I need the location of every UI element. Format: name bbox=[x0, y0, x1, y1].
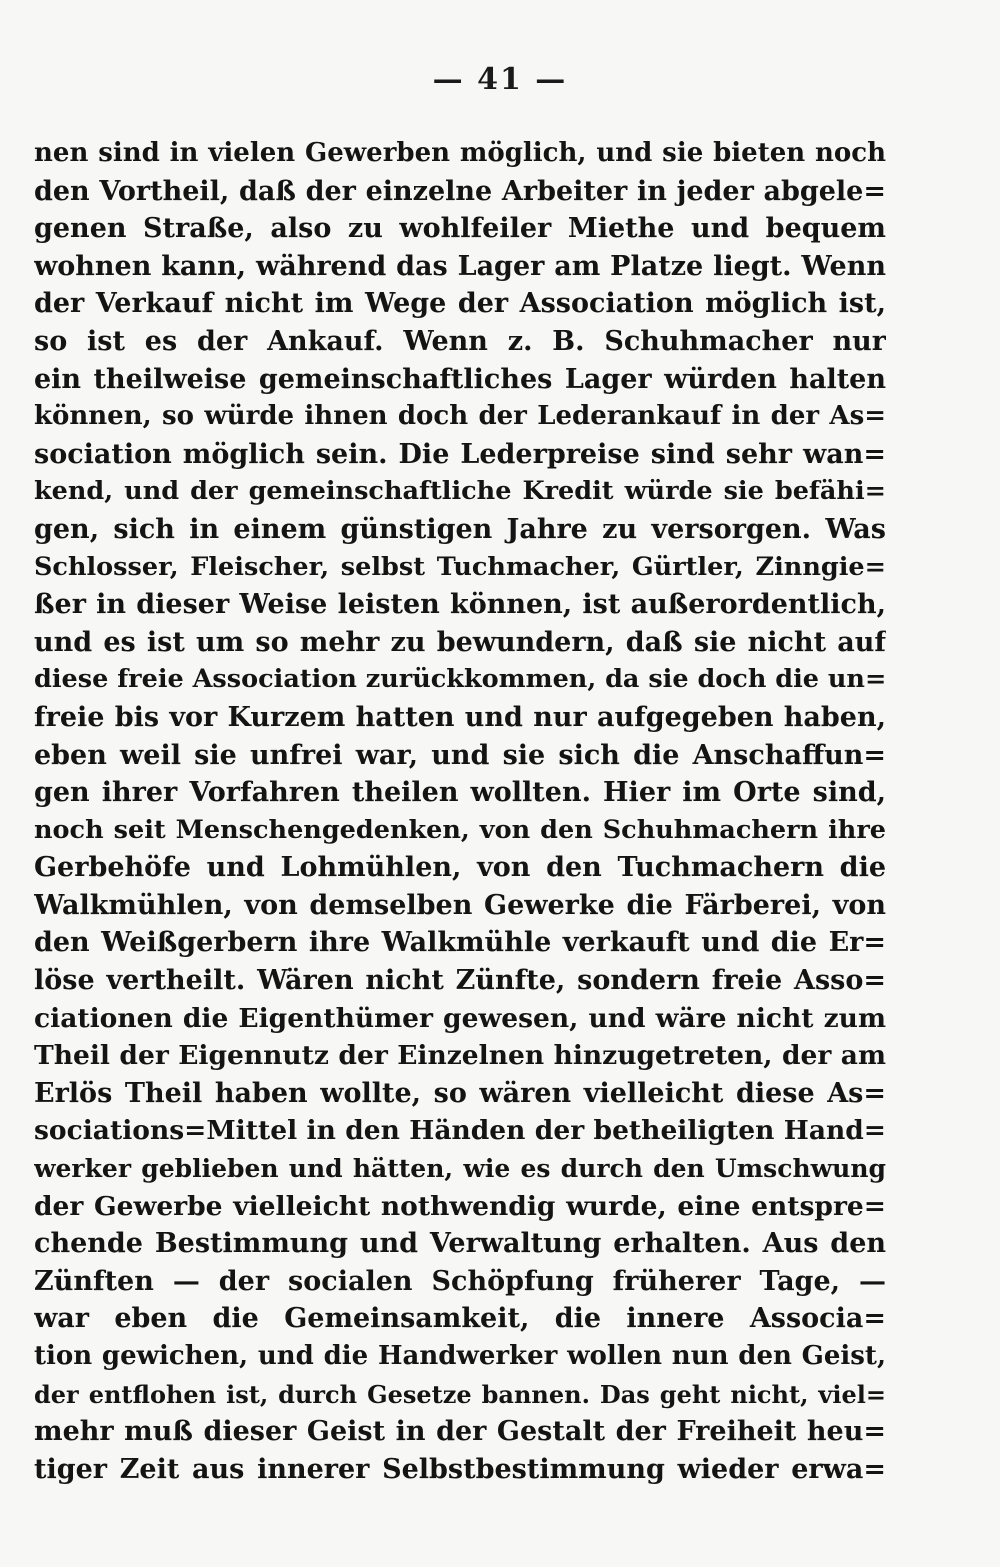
text-line: können, so würde ihnen doch der Lederankauf in der As= bbox=[34, 401, 886, 432]
text-line: ciationen die Eigenthümer gewesen, und wäre nicht zum bbox=[34, 1002, 886, 1034]
text-line: tion gewichen, und die Handwerker wollen nun den Geist, bbox=[34, 1341, 886, 1371]
text-line: ßer in dieser Weise leisten können, ist außerordentlich, bbox=[34, 589, 886, 621]
text-line: löse vertheilt. Wären nicht Zünfte, sondern freie Asso= bbox=[34, 965, 886, 997]
page-number: — 41 — bbox=[432, 62, 568, 97]
text-line: kend, und der gemeinschaftliche Kredit würde sie befähi= bbox=[34, 476, 886, 507]
text-line: der entflohen ist, durch Gesetze bannen. Das geht nicht, viel= bbox=[34, 1379, 886, 1409]
body-text bbox=[34, 135, 886, 1488]
text-line: gen ihrer Vorfahren theilen wollten. Hier im Orte sind, bbox=[34, 777, 886, 809]
text-line: Gerbehöfe und Lohmühlen, von den Tuchmachern die bbox=[34, 852, 886, 884]
text-line: Theil der Eigennutz der Einzelnen hinzugetreten, der am bbox=[34, 1040, 886, 1072]
text-line: tiger Zeit aus innerer Selbstbestimmung wieder erwa= bbox=[34, 1453, 886, 1485]
text-line: Erlös Theil haben wollte, so wären vielleicht diese As= bbox=[34, 1077, 886, 1109]
text-line: eben weil sie unfrei war, und sie sich die Anschaffun= bbox=[34, 739, 886, 771]
text-line: gen, sich in einem günstigen Jahre zu versorgen. Was bbox=[34, 513, 886, 545]
text-line: sociations=Mittel in den Händen der betheiligten Hand= bbox=[34, 1115, 886, 1147]
text-line: der Verkauf nicht im Wege der Association möglich ist, bbox=[34, 288, 886, 320]
text-line: Schlosser, Fleischer, selbst Tuchmacher, Gürtler, Zinngie= bbox=[34, 551, 886, 582]
text-line: noch seit Menschengedenken, von den Schuhmachern ihre bbox=[34, 814, 886, 845]
text-line: und es ist um so mehr zu bewundern, daß sie nicht auf bbox=[34, 626, 886, 658]
text-line: ein theilweise gemeinschaftliches Lager würden halten bbox=[34, 363, 886, 395]
text-line: diese freie Association zurückkommen, da sie doch die un= bbox=[34, 664, 886, 695]
text-line: der Gewerbe vielleicht nothwendig wurde, eine entspre= bbox=[34, 1190, 886, 1222]
text-line: wohnen kann, während das Lager am Platze liegt. Wenn bbox=[34, 250, 886, 282]
text-line: Zünften — der socialen Schöpfung früherer Tage, — bbox=[34, 1265, 886, 1297]
text-line: Walkmühlen, von demselben Gewerke die Färberei, von bbox=[34, 889, 886, 921]
text-line: nen sind in vielen Gewerben möglich, und sie bieten noch bbox=[34, 138, 886, 168]
text-line: so ist es der Ankauf. Wenn z. B. Schuhmacher nur bbox=[34, 325, 886, 357]
text-line: war eben die Gemeinsamkeit, die innere Associa= bbox=[34, 1303, 886, 1335]
text-line: werker geblieben und hätten, wie es durch den Umschwung bbox=[34, 1154, 886, 1184]
text-line: den Vortheil, daß der einzelne Arbeiter in jeder abgele= bbox=[34, 175, 886, 207]
text-line: genen Straße, also zu wohlfeiler Miethe und bequem bbox=[34, 213, 886, 245]
text-line: chende Bestimmung und Verwaltung erhalten. Aus den bbox=[34, 1228, 886, 1260]
text-line: den Weißgerbern ihre Walkmühle verkauft und die Er= bbox=[34, 927, 886, 959]
text-line: mehr muß dieser Geist in der Gestalt der Freiheit heu= bbox=[34, 1416, 886, 1448]
text-line: sociation möglich sein. Die Lederpreise sind sehr wan= bbox=[34, 438, 886, 470]
text-line: freie bis vor Kurzem hatten und nur aufgegeben haben, bbox=[34, 701, 886, 733]
